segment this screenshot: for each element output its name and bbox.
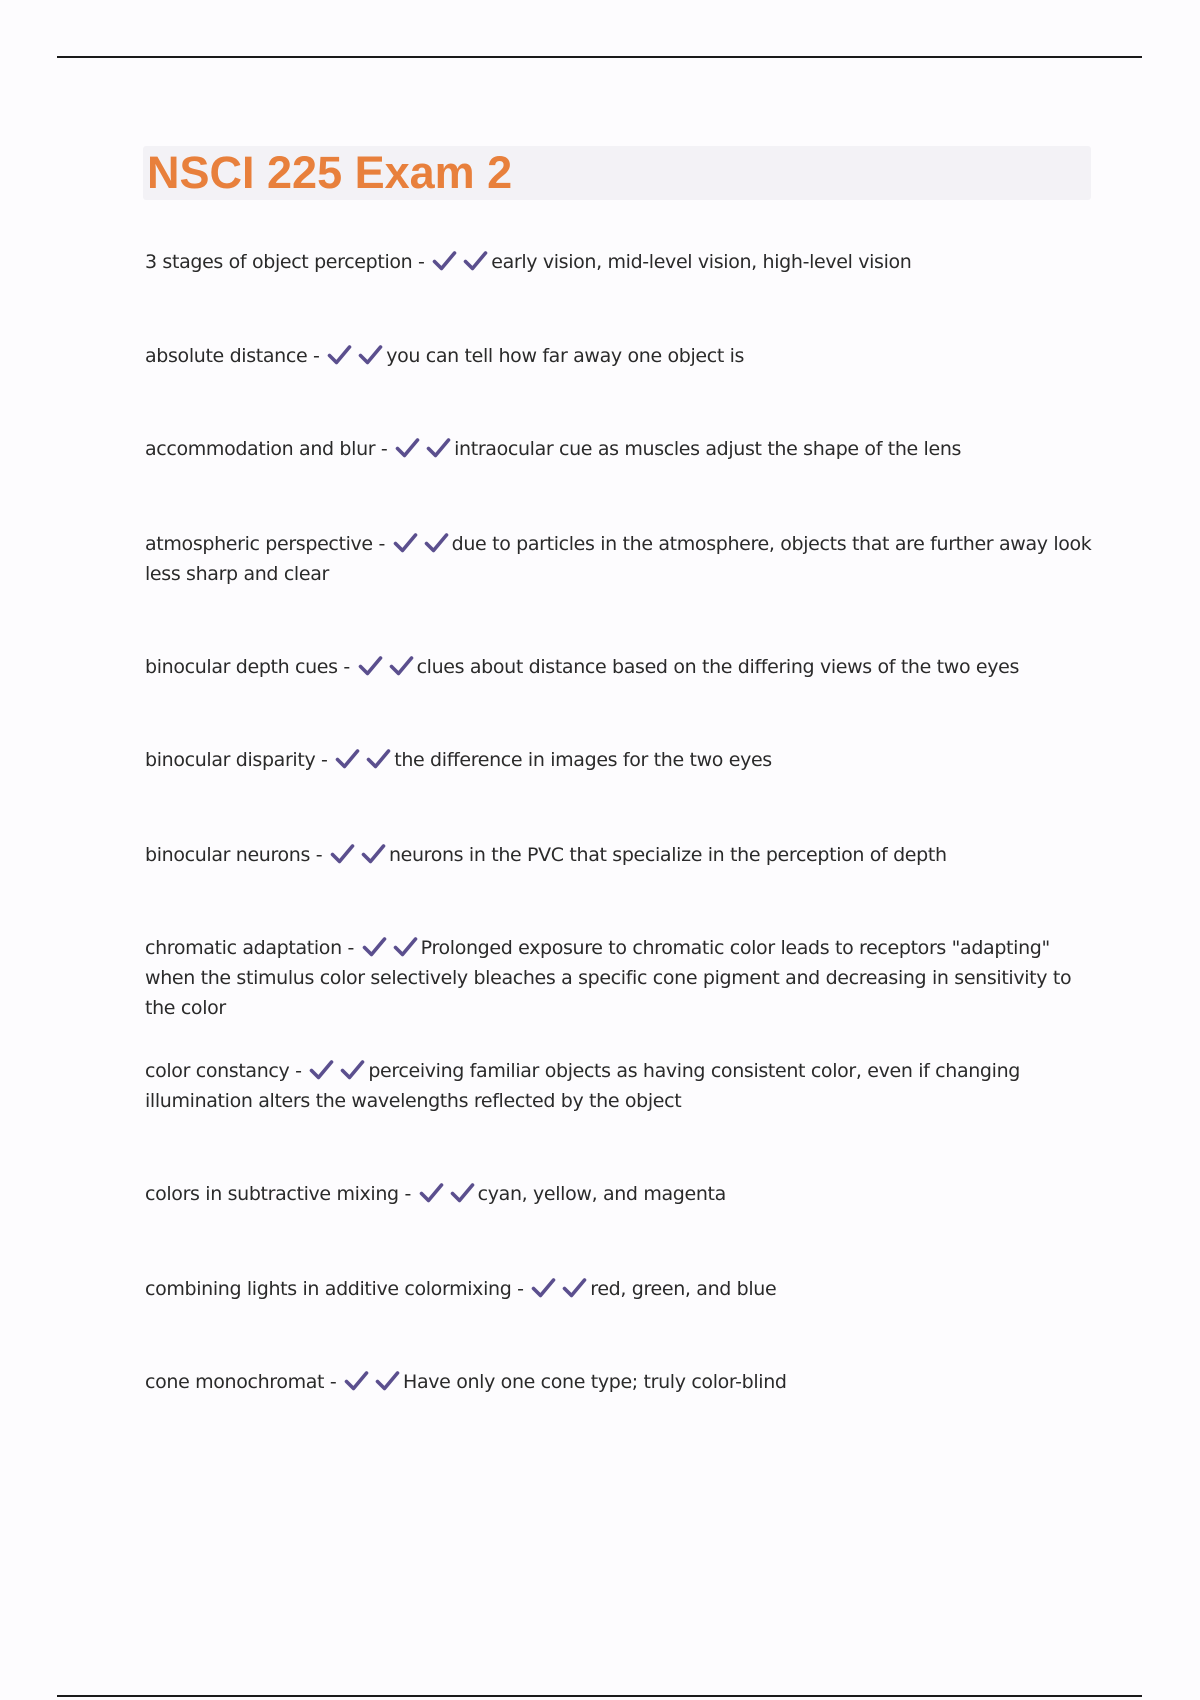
flashcard-entry: [145, 745, 1095, 775]
entry-separator: -: [341, 937, 360, 959]
double-check-icon: [362, 933, 420, 963]
checkmark-icon: [358, 655, 383, 677]
double-check-icon: [358, 652, 416, 682]
double-check-icon: [531, 1274, 589, 1304]
entry-term: binocular disparity: [145, 749, 316, 771]
double-check-icon: [344, 1367, 402, 1397]
flashcard-entry: [145, 933, 1095, 1023]
checkmark-icon: [419, 1182, 444, 1204]
double-check-icon: [432, 247, 490, 277]
checkmark-icon: [309, 1059, 334, 1081]
entry-separator: -: [310, 844, 328, 866]
entry-definition: you can tell how far away one object is: [386, 345, 745, 367]
entry-definition: perceiving familiar objects as having consistent color, even if changing illumination alters the wavelengths reflected by the object: [145, 1060, 1020, 1112]
entry-definition: the difference in images for the two eyes: [394, 749, 772, 771]
entry-definition: neurons in the PVC that specialize in the perception of depth: [388, 844, 947, 866]
entry-term: binocular depth cues: [145, 656, 338, 678]
entry-term: binocular neurons: [145, 844, 311, 866]
checkmark-icon: [335, 748, 360, 770]
entry-separator: -: [324, 1371, 343, 1393]
entry-definition: cyan, yellow, and magenta: [477, 1183, 726, 1205]
double-check-icon: [327, 341, 385, 371]
double-check-icon: [330, 840, 388, 870]
double-check-icon: [309, 1056, 367, 1086]
entry-separator: -: [337, 656, 356, 678]
bottom-rule: [57, 1695, 1142, 1697]
checkmark-icon: [327, 344, 352, 366]
entry-separator: -: [375, 438, 394, 460]
checkmark-icon: [393, 532, 418, 554]
entry-term: chromatic adaptation: [145, 937, 342, 959]
entry-definition: red, green, and blue: [590, 1278, 777, 1300]
checkmark-icon: [340, 1059, 365, 1081]
flashcard-entry: [145, 652, 1095, 682]
entry-definition: Prolonged exposure to chromatic color leads to receptors "adapting" when the stimulus color selectively bleaches a specific cone pigment and decreasing in sensitivity to the color: [145, 937, 1072, 1019]
entry-separator: -: [372, 533, 391, 555]
flashcard-entry: [145, 434, 1095, 464]
entry-term: colors in subtractive mixing: [145, 1183, 399, 1205]
double-check-icon: [335, 745, 393, 775]
checkmark-icon: [393, 936, 418, 958]
entry-term: combining lights in additive colormixing: [145, 1278, 512, 1300]
checkmark-icon: [395, 437, 420, 459]
checkmark-icon: [562, 1277, 587, 1299]
entry-term: atmospheric perspective: [145, 533, 373, 555]
checkmark-icon: [463, 250, 488, 272]
double-check-icon: [393, 529, 451, 559]
entry-definition: early vision, mid-level vision, high-level vision: [491, 251, 912, 273]
checkmark-icon: [330, 843, 355, 865]
flashcard-entry: [145, 341, 1095, 371]
checkmark-icon: [450, 1182, 475, 1204]
checkmark-icon: [531, 1277, 556, 1299]
entry-term: cone monochromat: [145, 1371, 325, 1393]
flashcard-entry: [145, 1179, 1095, 1209]
checkmark-icon: [358, 344, 383, 366]
flashcard-entry: [145, 840, 1095, 870]
flashcard-entry: [145, 1367, 1095, 1397]
title-band: [143, 146, 1091, 200]
flashcard-entry: [145, 529, 1095, 589]
entry-separator: -: [307, 345, 326, 367]
entry-separator: -: [398, 1183, 417, 1205]
checkmark-icon: [375, 1370, 400, 1392]
entry-term: accommodation and blur: [145, 438, 376, 460]
checkmark-icon: [424, 532, 449, 554]
flashcard-entry: [145, 247, 1095, 277]
entry-separator: -: [289, 1060, 308, 1082]
entry-definition: due to particles in the atmosphere, objects that are further away look less sharp and clear: [145, 533, 1092, 585]
top-rule: [57, 56, 1142, 58]
entry-separator: -: [412, 251, 431, 273]
checkmark-icon: [432, 250, 457, 272]
flashcard-entry: [145, 1056, 1095, 1116]
checkmark-icon: [344, 1370, 369, 1392]
checkmark-icon: [389, 655, 414, 677]
entry-separator: -: [511, 1278, 530, 1300]
double-check-icon: [419, 1179, 477, 1209]
checkmark-icon: [361, 843, 386, 865]
flashcard-entry: [145, 1274, 1095, 1304]
entry-separator: -: [315, 749, 334, 771]
entry-definition: Have only one cone type; truly color-blind: [403, 1371, 787, 1393]
entry-term: color constancy: [145, 1060, 290, 1082]
checkmark-icon: [362, 936, 387, 958]
checkmark-icon: [426, 437, 451, 459]
entry-definition: intraocular cue as muscles adjust the shape of the lens: [454, 438, 962, 460]
entry-term: 3 stages of object perception: [145, 251, 413, 273]
entry-definition: clues about distance based on the differing views of the two eyes: [416, 656, 1020, 678]
checkmark-icon: [366, 748, 391, 770]
entry-term: absolute distance: [145, 345, 308, 367]
double-check-icon: [395, 434, 453, 464]
page-title: NSCI 225 Exam 2: [147, 147, 513, 198]
